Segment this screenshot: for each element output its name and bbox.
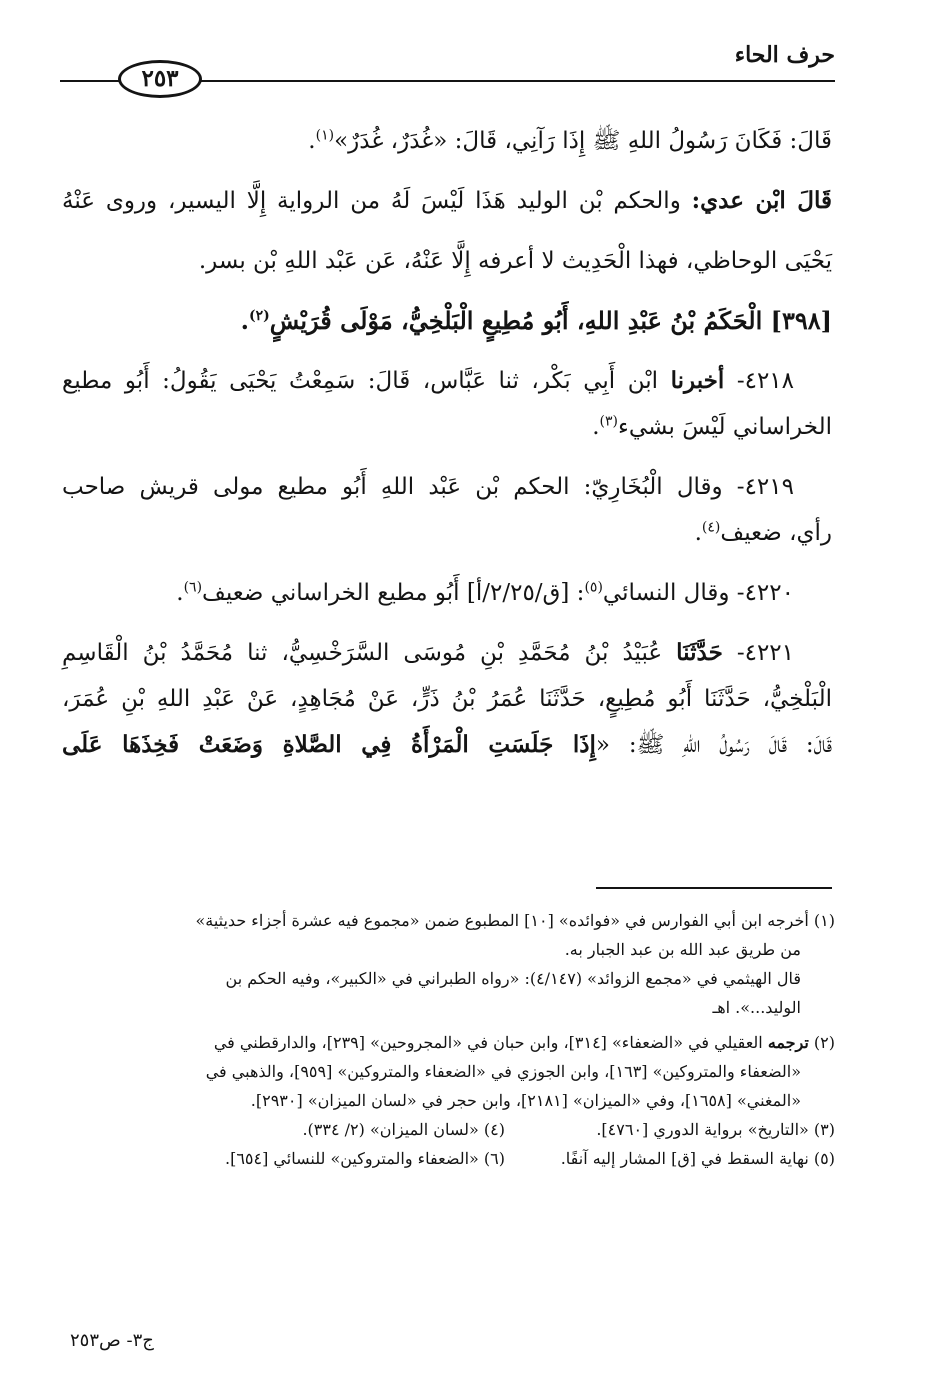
chapter-title: حرف الحاء [734,42,835,68]
hadith-number: ٤٢١٩- [736,474,794,500]
text-run: . [694,520,702,546]
text-line: يَحْيَى الوحاظي، فهذا الْحَدِيث لا أعرفه إِلَّا عَنْهُ، عَن عَبْد اللهِ بْن بسر. [198,248,832,274]
text-run: . [592,414,600,440]
footnote-line: «الضعفاء والمتروكين» [١٦٣]، وابن الجوزي في «الضعفاء والمتروكين» [٩٥٩]، والذهبي في [205,1062,801,1081]
footnote-line: من طريق عبد الله بن عبد الجبار به. [564,940,801,959]
page-reference: ج٣- ص٢٥٣ [70,1330,154,1351]
hadith-matn: إِذَا جَلَسَتِ الْمَرْأَةُ فِي الصَّلاةِ وَضَعَتْ فَخِذَهَا عَلَى [62,731,596,758]
text-run: . [240,306,249,335]
narration-verb: أخبرنا [670,367,725,394]
footnote-ref: (٥) [584,579,603,596]
footnote-line: «المغني» [١٦٥٨]، وفي «الميزان» [٢١٨١]، وابن حجر في «لسان الميزان» [٢٩٣٠]. [250,1091,801,1110]
footnote-4: (٤) «لسان الميزان» (٢/ ٣٣٤). [302,1120,505,1139]
footnote-ref: (٢) [249,308,270,324]
text-line [62,722,832,768]
text-run: ابْن أَبِي بَكْر، ثنا عَبَّاس، قَالَ: سَمِعْتُ يَحْيَى يَقُولُ: أَبُو مطيع [62,368,659,394]
footnote-6: (٦) «الضعفاء والمتروكين» للنسائي [٦٥٤]. [224,1149,505,1168]
footnote-line: (١) أخرجه ابن أبي الفوارس في «فوائده» [١٠] المطبوع ضمن «مجموع فيه عشرة أجزاء حديثية» [195,911,835,930]
text-run: ترجمه [767,1033,809,1052]
text-run: وقال الْبُخَارِيّ: الحكم بْن عَبْد اللهِ أَبُو مطيع مولى قريش صاحب [62,474,723,500]
narration-verb: حَدَّثَنَا [676,639,723,666]
main-text [62,118,832,768]
text-run: عُبَيْدُ بْنُ مُحَمَّدِ بْنِ مُوسَى السَّرَخْسِيُّ، ثنا مُحَمَّدُ بْنُ الْقَاسِمِ [62,640,663,666]
text-line [62,118,832,164]
footnote-ref: (٤) [701,519,721,536]
text-run: رأي، ضعيف [720,520,832,546]
text-run: قَالَ: فَكَانَ رَسُولُ اللهِ ﷺ إِذَا رَآنِي، قَالَ: «غُدَرٌ، غُدَرٌ» [334,128,832,154]
footnotes [62,906,835,1173]
text-line: الْبَلْخِيُّ، حَدَّثَنَا أَبُو مُطِيعٍ، حَدَّثَنَا عُمَرُ بْنُ ذَرٍّ، عَنْ مُجَاهِدٍ، عَنْ عَبْدِ اللهِ بْنِ عُمَرَ، [62,686,832,712]
text-run: : [ق/٢/٢٥/أ] أَبُو مطيع الخراساني ضعيف [202,580,585,606]
footnote-ref: (٦) [183,579,203,596]
footnote-ref: (١) [315,127,335,144]
text-run: قَالَ: قَالَ رَسُولُ اللهِ ﷺ: « [595,732,832,758]
footnote-rule [596,887,832,889]
text-run: العقيلي في «الضعفاء» [٣١٤]، وابن حبان في «المجروحين» [٢٣٩]، والدارقطني في [213,1033,768,1052]
text-run: . [308,128,316,154]
text-run: . [176,580,184,606]
page-number-badge: ٢٥٣ [118,60,202,98]
text-run: وقال النسائي [602,580,730,606]
text-run: الخراساني لَيْسَ بشيء [618,414,832,440]
footnote-row [62,1144,835,1173]
footnote-ref: (٣) [599,413,619,430]
footnote-3: (٣) «التاريخ» برواية الدوري [٤٧٦٠]. [596,1120,835,1139]
footnote-row [62,1115,835,1144]
hadith-4218 [62,358,832,404]
footnote-5: (٥) نهاية السقط في [ق] المشار إليه آنفًا. [560,1149,835,1168]
text-line [62,404,832,450]
page-header [60,42,835,102]
speaker-label: قَالَ ابْن عدي: [691,187,833,214]
text-line [62,178,832,224]
footnote-line: الوليد...». اهـ [712,998,801,1017]
entry-title-text: [٣٩٨] الْحَكَمُ بْنُ عَبْدِ اللهِ، أَبُو مُطِيعٍ الْبَلْخِيُّ، مَوْلَى قُرَيْشٍ [269,306,832,335]
hadith-number: ٤٢٢٠- [736,580,794,606]
hadith-number: ٤٢٢١- [736,640,795,666]
entry-title [62,298,832,344]
text-run: والحكم بْن الوليد هَذَا لَيْسَ لَهُ من الرواية إِلَّا اليسير، وروى عَنْهُ [62,188,681,214]
footnote-line [62,1028,835,1057]
text-line [62,510,832,556]
text-run: (٢) [808,1033,835,1052]
hadith-number: ٤٢١٨- [736,368,795,394]
hadith-4220 [62,570,832,616]
hadith-4219 [62,464,832,510]
footnote-line: قال الهيثمي في «مجمع الزوائد» (٤/١٤٧): «رواه الطبراني في «الكبير»، وفيه الحكم بن [225,969,801,988]
hadith-4221 [62,630,832,676]
